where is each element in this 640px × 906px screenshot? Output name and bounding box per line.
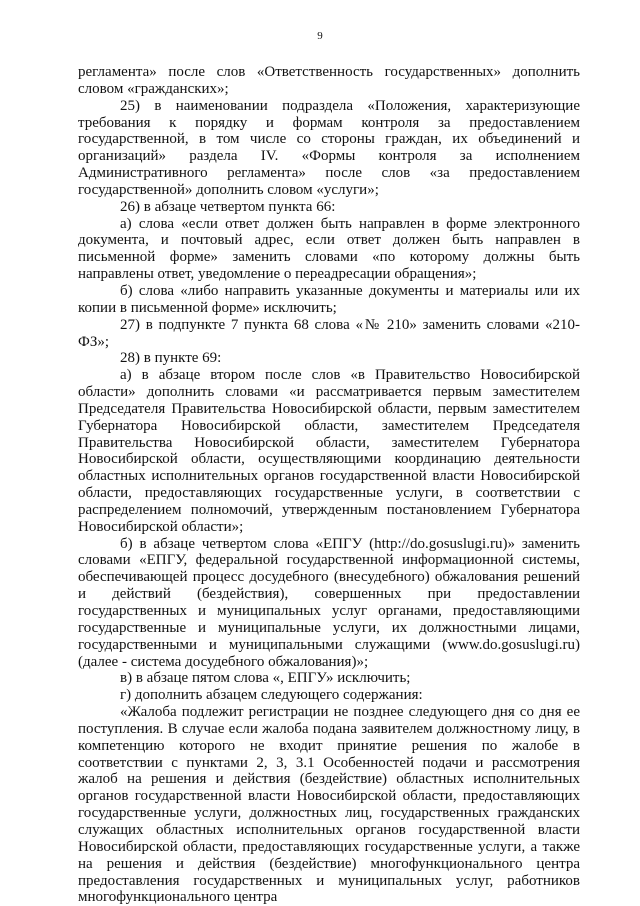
paragraph: г) дополнить абзацем следующего содержания: (120, 687, 423, 704)
paragraph: в) в абзаце пятом слова «, ЕПГУ» исключить; (120, 670, 411, 687)
paragraph: 27) в подпункте 7 пункта 68 слова «№ 210» заменить словами «210-ФЗ»; (78, 316, 580, 350)
paragraph: б) в абзаце четвертом слова «ЕПГУ (http://do.gosuslugi.ru)» заменить словами «ЕПГУ, федеральной государственной информационной системы, обеспечивающей процесс досудебного (внесудебного) обжалования решений и действий (бездействия), совершенных при предоставлении государственных и муниципальных услуг органами, предоставляющими государственные и муниципальные услуги, их должностными лицами, государственными и муниципальными служащими (www.do.gosuslugi.ru) (далее - система досудебного обжалования)»; (78, 535, 580, 670)
paragraph: «Жалоба подлежит регистрации не позднее следующего дня со дня ее поступления. В случае если жалоба подана заявителем должностному лицу, в компетенцию которого не входит принятие решения по жалобе в соответствии с пунктами 2, 3, 3.1 Особенностей подачи и рассмотрения жалоб на решения и действия (бездействие) областных исполнительных органов государственной власти Новосибирской области, предоставляющих государственные услуги, должностных лиц, государственных гражданских служащих областных исполнительных органов государственной власти Новосибирской области, предоставляющих государственные услуги, а также на решения и действия (бездействие) многофункционального центра предоставления государственных и муниципальных услуг, работников многофункционального центра (78, 704, 580, 906)
paragraph: 28) в пункте 69: (120, 350, 222, 367)
page-number: 9 (317, 30, 323, 42)
paragraph: 26) в абзаце четвертом пункта 66: (120, 198, 336, 215)
paragraph: 25) в наименовании подраздела «Положения, характеризующие требования к порядку и формам контроля за предоставлением государственной, в том числе со стороны граждан, их объединений и организаций» раздела IV. «Формы контроля за исполнением Административного регламента» после слов «за предоставлением государственной» дополнить словом «услуги»; (78, 97, 580, 198)
paragraph: а) в абзаце втором после слов «в Правительство Новосибирской области» дополнить словами «и рассматривается первым заместителем Председателя Правительства Новосибирской области, первым заместителем Губернатора Новосибирской области, заместителем Председателя Правительства Новосибирской области, заместителем Губернатора Новосибирской области, осуществляющими координацию деятельности областных исполнительных органов государственной власти Новосибирской области, предоставляющих государственные услуги, в соответствии с распределением полномочий, утвержденным постановлением Губернатора Новосибирской области»; (78, 367, 580, 535)
paragraph: регламента» после слов «Ответственность государственных» дополнить словом «гражданских»; (78, 64, 580, 97)
document-body (78, 64, 580, 906)
paragraph: б) слова «либо направить указанные документы и материалы или их копии в письменной форме» исключить; (78, 282, 580, 316)
paragraph: а) слова «если ответ должен быть направлен в форме электронного документа, и почтовый адрес, если ответ должен быть направлен в письменной форме» заменить словами «по которому должны быть направлены ответ, уведомление о переадресации обращения»; (78, 215, 580, 283)
